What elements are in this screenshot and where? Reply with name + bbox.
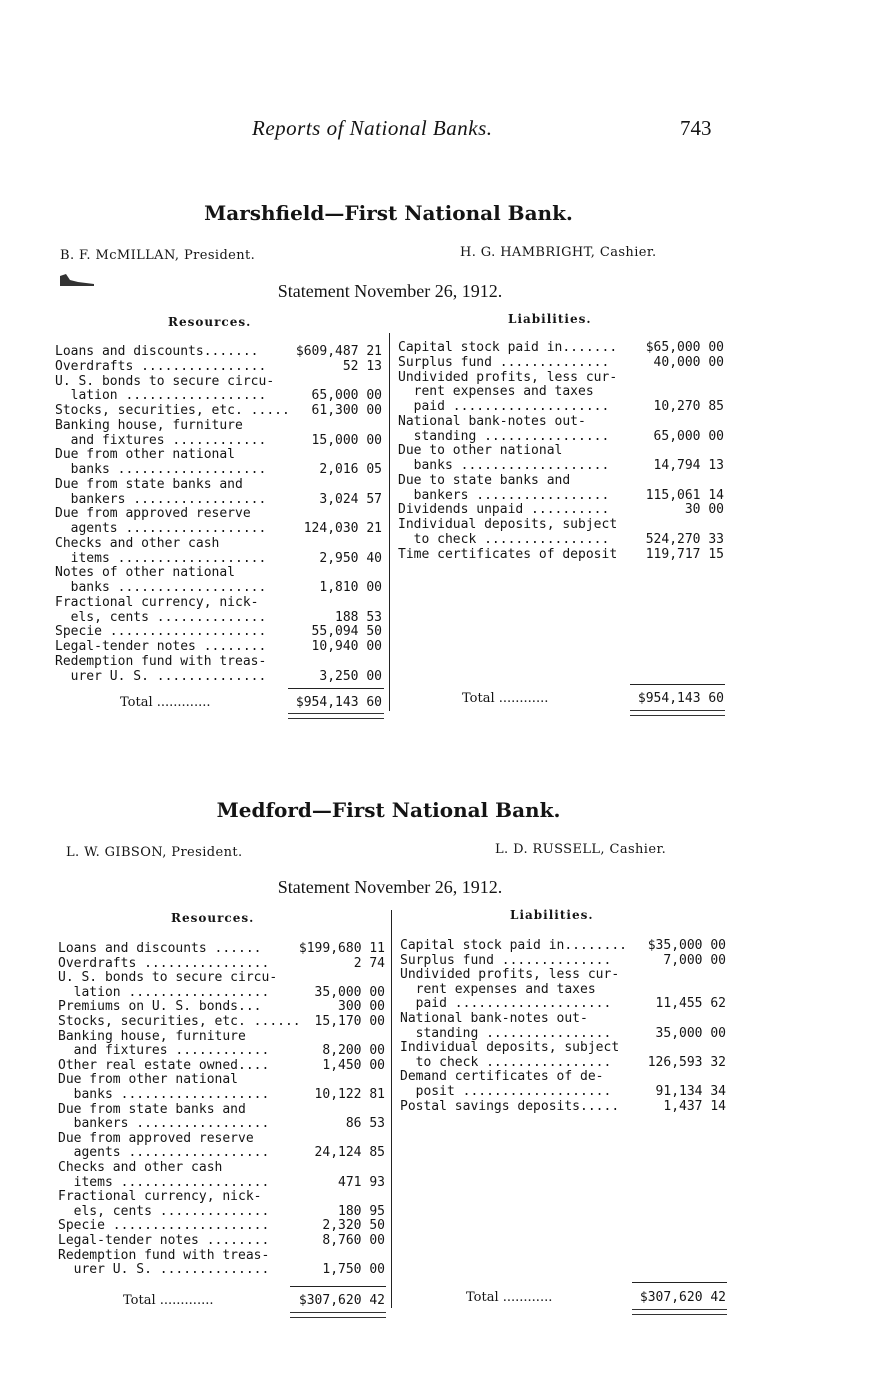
ledger-row	[400, 1055, 726, 1070]
ledger-amount: 65,000 00	[311, 388, 382, 404]
ledger-label: els, cents ..............	[58, 1203, 270, 1219]
ledger-row	[58, 1116, 385, 1131]
ledger-amount: 10,940 00	[311, 639, 382, 654]
statement-date: Statement November 26, 1912.	[277, 281, 503, 301]
double-rule	[290, 1312, 386, 1318]
ledger-label: Undivided profits, less cur-	[400, 967, 620, 983]
ledger-amount: 10,270 85	[653, 399, 724, 414]
ledger-row	[398, 502, 724, 517]
ledger-row	[55, 388, 382, 403]
ledger-row	[58, 1058, 385, 1073]
ledger-label: Checks and other cash	[55, 535, 220, 551]
total-amount: $954,143 60	[637, 691, 724, 706]
ledger-label: lation ..................	[58, 984, 270, 1000]
bank-title: Medford—First National Bank.	[216, 798, 561, 822]
ledger-label: Overdrafts ................	[55, 358, 267, 374]
ledger-row	[55, 669, 382, 684]
ledger-amount: $199,680 11	[298, 941, 385, 956]
ledger-label: items ...................	[55, 550, 267, 566]
ledger-label: Stocks, securities, etc. ......	[58, 1014, 301, 1029]
total-amount: $954,143 60	[295, 695, 382, 710]
ledger-row	[398, 488, 724, 503]
ledger-label: Loans and discounts ......	[58, 941, 262, 956]
ledger-label: Due from state banks and	[55, 476, 243, 492]
ledger-row	[400, 996, 726, 1011]
ledger-amount: 61,300 00	[311, 403, 382, 418]
ledger-amount: 2,016 05	[319, 462, 382, 477]
ledger-row	[400, 1011, 726, 1026]
ledger-row	[55, 447, 382, 462]
ledger-label: Due to other national	[398, 443, 563, 459]
ledger-row	[398, 399, 724, 414]
ledger-label: Stocks, securities, etc. .....	[55, 403, 290, 418]
ledger-row	[55, 551, 382, 566]
ledger-label: Individual deposits, subject	[398, 517, 618, 532]
ledger-amount: 7,000 00	[663, 952, 726, 968]
ledger-amount: 2 74	[353, 955, 385, 971]
cashier-name: L. D. RUSSELL, Cashier.	[495, 842, 667, 857]
ledger-label: agents ..................	[55, 521, 267, 536]
ledger-label: Due from other national	[55, 447, 236, 463]
ledger-label: Capital stock paid in.......	[398, 340, 618, 355]
ledger-row	[58, 1072, 385, 1087]
ledger-amount: 3,250 00	[319, 668, 382, 684]
president-name: L. W. GIBSON, President.	[66, 845, 243, 860]
ledger-label: els, cents ..............	[55, 609, 267, 625]
liabilities-heading: Liabilities.	[510, 908, 594, 922]
double-rule	[632, 1309, 727, 1315]
ledger-row	[398, 473, 724, 488]
ledger-label: bankers .................	[398, 487, 610, 503]
ledger-amount: 30 00	[684, 502, 724, 518]
ledger-row	[55, 492, 382, 507]
ledger-row	[58, 1131, 385, 1146]
ledger-amount: 471 93	[338, 1174, 385, 1190]
bank-title: Marshfield—First National Bank.	[204, 201, 573, 225]
sum-rule	[632, 1282, 727, 1283]
ledger-label: National bank-notes out-	[400, 1011, 588, 1026]
ledger-row	[55, 403, 382, 418]
ledger-label: standing ................	[398, 428, 610, 444]
ledger-label: to check ................	[400, 1054, 612, 1070]
ledger-row	[58, 999, 385, 1014]
ledger-amount: 124,030 21	[303, 521, 382, 536]
total-label: Total .............	[123, 1293, 214, 1308]
ledger-label: Premiums on U. S. bonds...	[58, 999, 262, 1015]
ledger-label: and fixtures ............	[58, 1043, 270, 1059]
ledger-amount: 1,810 00	[319, 580, 382, 595]
ledger-row	[58, 1014, 385, 1029]
running-title: Reports of National Banks.	[252, 116, 493, 140]
ledger-row	[55, 344, 382, 359]
ledger-row	[58, 1248, 385, 1263]
ledger-label: posit ...................	[400, 1084, 612, 1099]
ledger-row	[400, 953, 726, 968]
ledger-amount: 52 13	[342, 358, 382, 374]
ledger-row	[58, 1145, 385, 1160]
total-row	[466, 1290, 726, 1305]
ledger-amount: 35,000 00	[314, 984, 385, 1000]
ledger-amount: 65,000 00	[653, 428, 724, 444]
ledger-row	[398, 384, 724, 399]
ledger-label: Undivided profits, less cur-	[398, 369, 618, 385]
column-divider	[391, 910, 392, 1308]
ledger-row	[58, 985, 385, 1000]
running-head	[0, 116, 895, 146]
ledger-label: Dividends unpaid ..........	[398, 502, 610, 518]
ledger-row	[398, 414, 724, 429]
ledger-label: Capital stock paid in........	[400, 938, 627, 953]
ledger-amount: 86 53	[345, 1116, 385, 1132]
column-divider	[389, 333, 390, 711]
ledger-label: Due from approved reserve	[55, 506, 251, 522]
ledger-row	[398, 532, 724, 547]
ledger-row	[58, 1204, 385, 1219]
cashier-name: H. G. HAMBRIGHT, Cashier.	[460, 245, 657, 260]
ledger-amount: 11,455 62	[655, 996, 726, 1012]
ledger-row	[58, 1189, 385, 1204]
ledger-row	[400, 1099, 726, 1114]
double-rule	[630, 710, 725, 716]
ledger-row	[58, 1043, 385, 1058]
ledger-label: U. S. bonds to secure circu-	[58, 970, 278, 986]
ledger-row	[55, 374, 382, 389]
ledger-row	[398, 443, 724, 458]
ledger-amount: 300 00	[338, 999, 385, 1015]
ledger-label: Checks and other cash	[58, 1160, 223, 1175]
ledger-amount: 3,024 57	[319, 491, 382, 507]
ledger-row	[58, 1233, 385, 1248]
ledger-amount: 35,000 00	[655, 1025, 726, 1041]
liabilities-heading: Liabilities.	[508, 312, 592, 326]
ledger-row	[398, 517, 724, 532]
ledger-amount: 24,124 85	[314, 1145, 385, 1161]
ledger-label: Due from approved reserve	[58, 1130, 254, 1146]
ledger-label: Overdrafts ................	[58, 955, 270, 971]
ledger-amount: 55,094 50	[311, 624, 382, 640]
ledger-row	[55, 624, 382, 639]
ledger-label: Due to state banks and	[398, 472, 571, 488]
ledger-row	[400, 1069, 726, 1084]
ledger-row	[55, 654, 382, 669]
ledger-row	[55, 536, 382, 551]
ledger-row	[55, 565, 382, 580]
ledger-label: Fractional currency, nick-	[58, 1189, 262, 1205]
ledger-label: Other real estate owned....	[58, 1057, 270, 1073]
ledger-label: paid ....................	[398, 399, 610, 414]
ledger-label: to check ................	[398, 531, 610, 547]
ledger-label: Individual deposits, subject	[400, 1040, 620, 1056]
ledger-label: Specie ....................	[58, 1218, 270, 1234]
ledger-row	[398, 340, 724, 355]
ledger-label: rent expenses and taxes	[398, 384, 594, 400]
ledger-row	[400, 1026, 726, 1041]
ledger-amount: 1,750 00	[322, 1262, 385, 1278]
ledger-label: Legal-tender notes ........	[58, 1233, 270, 1248]
ledger-row	[55, 462, 382, 477]
ledger-label: urer U. S. ..............	[55, 668, 267, 684]
ledger-label: rent expenses and taxes	[400, 981, 596, 997]
ledger-row	[400, 938, 726, 953]
ledger-label: Specie ....................	[55, 624, 267, 640]
ledger-label: banks ...................	[58, 1087, 270, 1102]
ledger-row	[58, 970, 385, 985]
total-label: Total ............	[466, 1290, 553, 1305]
ledger-amount: 40,000 00	[653, 354, 724, 370]
ledger-row	[398, 458, 724, 473]
total-label: Total .............	[120, 695, 211, 710]
president-name: B. F. McMILLAN, President.	[60, 248, 256, 263]
ledger-row	[400, 1040, 726, 1055]
total-amount: $307,620 42	[298, 1293, 385, 1308]
ledger-amount: 188 53	[335, 609, 382, 625]
ledger-label: banks ...................	[55, 580, 267, 595]
ledger-row	[58, 956, 385, 971]
ledger-amount: 91,134 34	[655, 1084, 726, 1099]
ledger-amount: 2,320 50	[322, 1218, 385, 1234]
ledger-label: Redemption fund with treas-	[58, 1247, 270, 1263]
resources-heading: Resources.	[171, 911, 255, 925]
ledger-label: Surplus fund ..............	[398, 354, 610, 370]
ledger-amount: 15,000 00	[311, 432, 382, 448]
ledger-row	[55, 595, 382, 610]
ledger-label: Due from state banks and	[58, 1101, 246, 1117]
ledger-row	[55, 610, 382, 625]
ledger-row	[55, 580, 382, 595]
ledger-row	[58, 1262, 385, 1277]
ledger-row	[58, 1087, 385, 1102]
ledger-label: Postal savings deposits.....	[400, 1098, 620, 1114]
ledger-row	[55, 639, 382, 654]
ledger-label: urer U. S. ..............	[58, 1262, 270, 1278]
total-row	[120, 695, 382, 710]
ledger-amount: 10,122 81	[314, 1087, 385, 1102]
ledger-row	[58, 1102, 385, 1117]
total-label: Total ............	[462, 691, 549, 706]
ledger-label: Banking house, furniture	[55, 417, 243, 433]
ledger-row	[58, 1160, 385, 1175]
ledger-amount: 2,950 40	[319, 550, 382, 566]
ledger-label: National bank-notes out-	[398, 413, 586, 429]
ledger-amount: 126,593 32	[647, 1054, 726, 1070]
ledger-row	[400, 982, 726, 997]
total-amount: $307,620 42	[639, 1290, 726, 1305]
ledger-label: paid ....................	[400, 996, 612, 1012]
ledger-label: lation ..................	[55, 388, 267, 404]
ledger-amount: 115,061 14	[645, 487, 724, 503]
ledger-amount: 8,200 00	[322, 1043, 385, 1059]
sum-rule	[288, 688, 384, 689]
ledger-amount: 1,450 00	[322, 1057, 385, 1073]
ledger-label: banks ...................	[398, 458, 610, 473]
ledger-label: bankers .................	[58, 1116, 270, 1132]
ledger-amount: $35,000 00	[647, 938, 726, 953]
ledger-row	[398, 370, 724, 385]
ledger-label: U. S. bonds to secure circu-	[55, 373, 275, 389]
ledger-row	[58, 1218, 385, 1233]
ledger-label: Surplus fund ..............	[400, 952, 612, 968]
ledger-row	[55, 506, 382, 521]
double-rule	[288, 713, 384, 719]
ledger-label: bankers .................	[55, 491, 267, 507]
ledger-label: agents ..................	[58, 1145, 270, 1161]
ledger-label: standing ................	[400, 1025, 612, 1041]
ledger-row	[55, 433, 382, 448]
ledger-row	[58, 1175, 385, 1190]
ledger-amount: 15,170 00	[314, 1014, 385, 1029]
ledger-row	[58, 941, 385, 956]
ledger-amount: $609,487 21	[295, 344, 382, 359]
ledger-amount: 524,270 33	[645, 531, 724, 547]
ledger-label: banks ...................	[55, 462, 267, 477]
ledger-amount: 1,437 14	[663, 1098, 726, 1114]
sum-rule	[630, 684, 725, 685]
sum-rule	[290, 1286, 386, 1287]
ledger-label: Loans and discounts.......	[55, 344, 259, 359]
ledger-amount: $65,000 00	[645, 340, 724, 355]
ledger-row	[55, 521, 382, 536]
ledger-label: Redemption fund with treas-	[55, 653, 267, 669]
ledger-label: Fractional currency, nick-	[55, 594, 259, 610]
ledger-label: Due from other national	[58, 1072, 239, 1088]
ledger-row	[400, 967, 726, 982]
ledger-row	[398, 429, 724, 444]
ledger-label: Legal-tender notes ........	[55, 639, 267, 654]
ledger-label: Banking house, furniture	[58, 1028, 246, 1044]
ledger-label: items ...................	[58, 1174, 270, 1190]
resources-heading: Resources.	[168, 315, 252, 329]
ledger-row	[55, 477, 382, 492]
page-number: 743	[680, 116, 712, 140]
ledger-row	[55, 359, 382, 374]
ledger-amount: 119,717 15	[645, 546, 724, 562]
ledger-label: Time certificates of deposit	[398, 546, 618, 562]
ledger-row	[400, 1084, 726, 1099]
ledger-row	[58, 1029, 385, 1044]
ledger-amount: 14,794 13	[653, 458, 724, 473]
ledger-row	[398, 547, 724, 562]
ledger-row	[398, 355, 724, 370]
ledger-row	[55, 418, 382, 433]
ledger-label: Demand certificates of de-	[400, 1069, 604, 1085]
total-row	[462, 691, 724, 706]
statement-date: Statement November 26, 1912.	[277, 877, 503, 897]
ledger-amount: 180 95	[338, 1203, 385, 1219]
ledger-label: Notes of other national	[55, 565, 236, 581]
ledger-amount: 8,760 00	[322, 1233, 385, 1248]
ledger-label: and fixtures ............	[55, 432, 267, 448]
total-row	[123, 1293, 385, 1308]
